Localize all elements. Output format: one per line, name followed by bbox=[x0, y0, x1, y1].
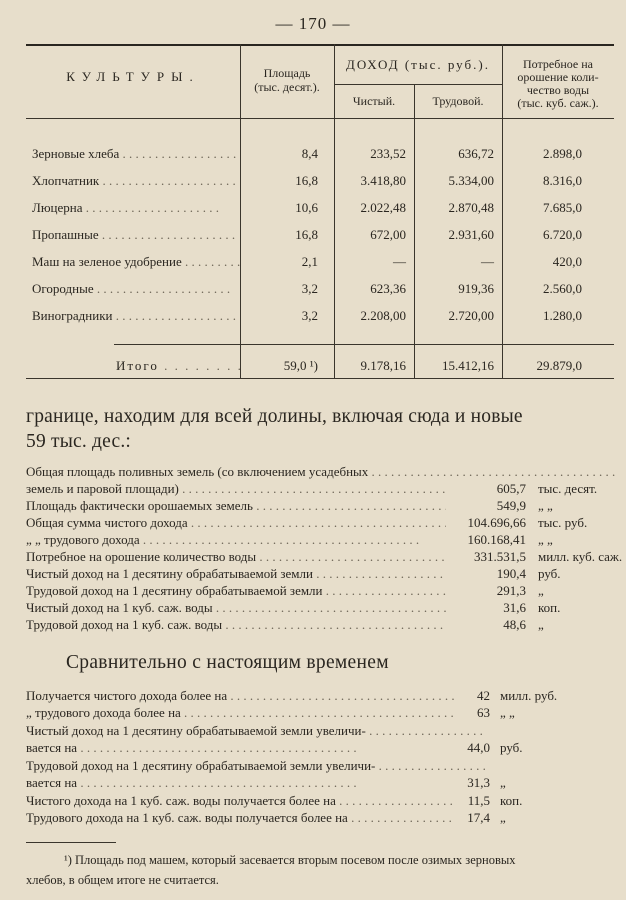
comparison-value: 63 bbox=[456, 705, 490, 721]
comparison-unit: руб. bbox=[500, 740, 523, 755]
header-area-line: (тыс. десят.). bbox=[254, 80, 320, 94]
comparison-value: 42 bbox=[456, 688, 490, 704]
comparison-item bbox=[26, 775, 616, 793]
summary-unit: „ „ bbox=[538, 532, 553, 547]
summary-label: Площадь фактически орошаемых земель . . . bbox=[26, 498, 456, 514]
comparison-label: Трудовой доход на 1 десятину обрабатываемой земли увеличи- . . . bbox=[26, 758, 486, 774]
summary-item bbox=[26, 549, 623, 567]
header-water-line: орошение коли- bbox=[517, 70, 599, 84]
comparison-value: 31,3 bbox=[456, 775, 490, 791]
header-area bbox=[240, 66, 334, 94]
comparison-item bbox=[26, 758, 616, 776]
income-sub-rule bbox=[334, 84, 502, 85]
comparison-item bbox=[26, 723, 616, 741]
row-net: 233,52 bbox=[370, 146, 406, 161]
summary-label: Общая сумма чистого дохода . . . bbox=[26, 515, 456, 531]
table-row bbox=[26, 279, 614, 301]
body-paragraph bbox=[26, 404, 616, 454]
row-area: 3,2 bbox=[301, 281, 318, 296]
table-row bbox=[26, 225, 614, 247]
summary-value: 190,4 bbox=[446, 566, 526, 582]
row-area: 16,8 bbox=[295, 227, 318, 242]
summary-label: Потребное на орошение количество воды . . . bbox=[26, 549, 456, 565]
summary-item bbox=[26, 498, 616, 516]
summary-item bbox=[26, 481, 616, 499]
row-water: 8.316,0 bbox=[543, 173, 582, 188]
comparison-label: Чистого дохода на 1 куб. саж. воды получается более на . . . bbox=[26, 793, 466, 809]
table-row bbox=[26, 306, 614, 328]
total-area: 59,0 ¹) bbox=[283, 358, 318, 373]
row-name: Виноградники . . . bbox=[32, 308, 240, 324]
comparison-item bbox=[26, 688, 616, 706]
row-water: 420,0 bbox=[552, 254, 582, 269]
row-net: — bbox=[393, 254, 406, 269]
summary-value: 104.696,66 bbox=[446, 515, 526, 531]
row-labor: 919,36 bbox=[458, 281, 494, 296]
summary-value: 331.531,5 bbox=[446, 549, 526, 565]
comparison-item bbox=[26, 793, 616, 811]
header-water-line: чество воды bbox=[526, 83, 590, 97]
comparison-value: 44,0 bbox=[456, 740, 490, 756]
header-income: ДОХОД (тыс. руб.). bbox=[346, 57, 490, 72]
header-labor: Трудовой. bbox=[432, 94, 484, 108]
row-area: 2,1 bbox=[301, 254, 318, 269]
comparison-unit: „ bbox=[500, 810, 506, 825]
summary-value: 31,6 bbox=[446, 600, 526, 616]
crop-income-table bbox=[26, 44, 614, 379]
total-net: 9.178,16 bbox=[360, 358, 406, 373]
row-net: 3.418,80 bbox=[360, 173, 406, 188]
comparison-item bbox=[26, 810, 616, 828]
row-water: 6.720,0 bbox=[543, 227, 582, 242]
row-net: 2.208,00 bbox=[360, 308, 406, 323]
row-labor: 2.720,00 bbox=[448, 308, 494, 323]
comparison-value: 11,5 bbox=[456, 793, 490, 809]
summary-item bbox=[26, 532, 616, 550]
summary-item bbox=[26, 464, 616, 482]
summary-label: Общая площадь поливных земель (со включением усадебных . . . bbox=[26, 464, 616, 480]
summary-unit: милл. куб. саж. bbox=[538, 549, 623, 564]
row-water: 7.685,0 bbox=[543, 200, 582, 215]
total-labor: 15.412,16 bbox=[442, 358, 494, 373]
comparison-item bbox=[26, 740, 616, 758]
table-top-rule bbox=[26, 44, 614, 46]
summary-item bbox=[26, 583, 616, 601]
summary-item bbox=[26, 617, 616, 635]
table-total-row bbox=[26, 356, 614, 378]
comparison-unit: „ bbox=[500, 775, 506, 790]
row-area: 8,4 bbox=[301, 146, 318, 161]
row-labor: 2.870,48 bbox=[448, 200, 494, 215]
summary-unit: тыс. руб. bbox=[538, 515, 588, 530]
comparison-label: Получается чистого дохода более на . . . bbox=[26, 688, 466, 704]
row-net: 2.022,48 bbox=[360, 200, 406, 215]
row-water: 2.560,0 bbox=[543, 281, 582, 296]
summary-item bbox=[26, 515, 616, 533]
table-row bbox=[26, 171, 614, 193]
summary-item bbox=[26, 600, 616, 618]
summary-label: земель и паровой площади) . . . bbox=[26, 481, 456, 497]
footnote-line: ¹) Площадь под машем, который засевается вторым посевом после озимых зерновых bbox=[64, 853, 516, 867]
summary-value: 160.168,41 bbox=[446, 532, 526, 548]
footnote-rule bbox=[26, 842, 116, 843]
section-heading: Сравнительно с настоящим временем bbox=[66, 652, 389, 673]
row-labor: — bbox=[481, 254, 494, 269]
comparison-label: „ трудового дохода более на . . . bbox=[26, 705, 466, 721]
total-rule bbox=[114, 344, 614, 345]
row-area: 3,2 bbox=[301, 308, 318, 323]
row-area: 10,6 bbox=[295, 200, 318, 215]
table-row bbox=[26, 252, 614, 274]
footnote bbox=[26, 850, 616, 890]
summary-value: 291,3 bbox=[446, 583, 526, 599]
row-name: Хлопчатник . . . bbox=[32, 173, 240, 189]
total-water: 29.879,0 bbox=[536, 358, 582, 373]
row-name: Огородные . . . bbox=[32, 281, 240, 297]
header-culture: КУЛЬТУРЫ. bbox=[66, 69, 200, 84]
table-bottom-rule bbox=[26, 378, 614, 379]
summary-unit: коп. bbox=[538, 600, 561, 615]
row-name: Маш на зеленое удобрение . . . bbox=[32, 254, 240, 270]
summary-unit: руб. bbox=[538, 566, 561, 581]
table-row bbox=[26, 144, 614, 166]
row-name: Люцерна . . . bbox=[32, 200, 240, 216]
row-water: 1.280,0 bbox=[543, 308, 582, 323]
summary-label: Трудовой доход на 1 десятину обрабатываемой земли . . . bbox=[26, 583, 456, 599]
comparison-item bbox=[26, 705, 616, 723]
row-labor: 2.931,60 bbox=[448, 227, 494, 242]
table-row bbox=[26, 198, 614, 220]
comparison-unit: „ „ bbox=[500, 705, 515, 720]
page-number: — 170 — bbox=[275, 14, 351, 33]
comparison-label: вается на . . . bbox=[26, 775, 466, 791]
footnote-line: хлебов, в общем итоге не считается. bbox=[26, 873, 219, 887]
row-water: 2.898,0 bbox=[543, 146, 582, 161]
summary-value: 605,7 bbox=[446, 481, 526, 497]
row-labor: 636,72 bbox=[458, 146, 494, 161]
summary-unit: „ bbox=[538, 617, 544, 632]
summary-value: 549,9 bbox=[446, 498, 526, 514]
header-net: Чистый. bbox=[352, 94, 396, 108]
summary-label: „ „ трудового дохода . . . bbox=[26, 532, 456, 548]
row-labor: 5.334,00 bbox=[448, 173, 494, 188]
summary-unit: тыс. десят. bbox=[538, 481, 598, 496]
header-water-line: (тыс. куб. саж.). bbox=[517, 96, 599, 110]
header-area-line: Площадь bbox=[263, 66, 311, 80]
comparison-unit: коп. bbox=[500, 793, 523, 808]
row-name: Пропашные . . . bbox=[32, 227, 240, 243]
total-label: Итого . . . bbox=[116, 358, 240, 374]
header-water-line: Потребное на bbox=[523, 57, 593, 71]
header-bottom-rule bbox=[26, 118, 614, 119]
header-water bbox=[502, 58, 614, 110]
summary-label: Чистый доход на 1 десятину обрабатываемой земли . . . bbox=[26, 566, 456, 582]
comparison-label: Трудового дохода на 1 куб. саж. воды получается более на . . . bbox=[26, 810, 466, 826]
paragraph-line: границе, находим для всей долины, включая сюда и новые bbox=[26, 406, 523, 427]
row-area: 16,8 bbox=[295, 173, 318, 188]
comparison-value: 17,4 bbox=[456, 810, 490, 826]
row-net: 623,36 bbox=[370, 281, 406, 296]
summary-item bbox=[26, 566, 616, 584]
paragraph-line: 59 тыс. дес.: bbox=[26, 431, 132, 452]
row-name: Зерновые хлеба . . . bbox=[32, 146, 240, 162]
summary-unit: „ bbox=[538, 583, 544, 598]
row-net: 672,00 bbox=[370, 227, 406, 242]
summary-unit: „ „ bbox=[538, 498, 553, 513]
summary-value: 48,6 bbox=[446, 617, 526, 633]
summary-label: Чистый доход на 1 куб. саж. воды . . . bbox=[26, 600, 456, 616]
comparison-label: Чистый доход на 1 десятину обрабатываемой земли увеличи- . . . bbox=[26, 723, 486, 739]
comparison-label: вается на . . . bbox=[26, 740, 466, 756]
summary-label: Трудовой доход на 1 куб. саж. воды . . . bbox=[26, 617, 456, 633]
comparison-unit: милл. руб. bbox=[500, 688, 558, 703]
